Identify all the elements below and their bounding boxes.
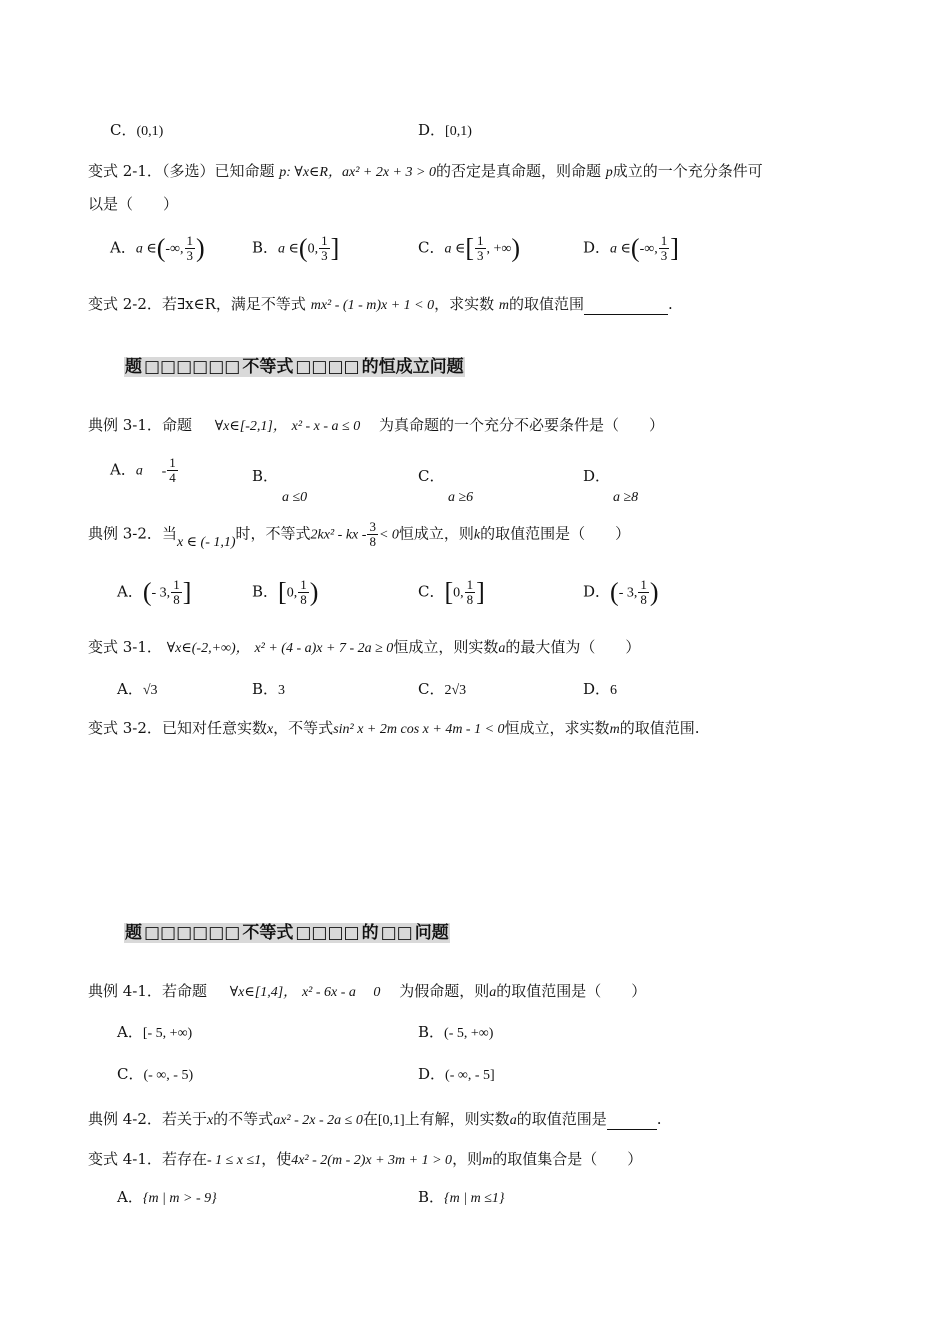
example-3-2-option-a: A．(- 3, $\frac{1}{8}$ ] (117, 577, 192, 607)
fraction: $\frac{1}{3}$ (186, 233, 194, 263)
variant-2-1-option-a: A．a ∈(-∞, $\frac{1}{3}$ ) (110, 233, 205, 263)
prev-option-c: C．(0,1) (110, 121, 164, 139)
variant-3-2-stem: 变式 3-2．已知对任意实数x，不等式sin² x + 2m cos x + 4m - 1 < 0恒成立，求实数m的取值范围. (88, 719, 700, 737)
example-4-1-option-b: B．(- 5, +∞) (418, 1023, 494, 1041)
example-4-2-stem: 典例 4-2．若关于x的不等式ax² - 2x - 2a ≤ 0在[0,1]上有解，则实数a的取值范围是 . (88, 1110, 662, 1128)
fraction: $\frac{1}{3}$ (660, 233, 668, 263)
fraction: $\frac{1}{8}$ (300, 577, 307, 607)
variant-2-1-option-c: C．a ∈[ $\frac{1}{3}$ , +∞) (418, 233, 521, 263)
section-heading-4: 题 □□□□□□ 不等式 □□□□ 的 □□ 问题 (125, 923, 449, 943)
answer-blank[interactable] (607, 1109, 657, 1130)
variant-3-1-option-d: D．6 (583, 680, 618, 698)
fraction: $\frac{1}{3}$ (477, 233, 484, 263)
variant-2-1-option-d: D．a ∈(-∞, $\frac{1}{3}$ ] (583, 233, 679, 263)
variant-3-1-option-b: B．3 (252, 680, 286, 698)
example-3-1-option-b: B． a ≤0 (252, 467, 308, 505)
fraction: $\frac{1}{3}$ (321, 233, 328, 263)
example-4-1-option-d: D．(- ∞, - 5] (418, 1065, 495, 1083)
example-3-1-option-c: C． a ≥6 (418, 467, 474, 505)
example-3-1-stem: 典例 3-1．命题 ∀x∈[-2,1]， x² - x - a ≤ 0 为真命题的一个充分不必要条件是（ ） (88, 416, 665, 434)
variant-4-1-option-b: B．{m | m ≤1} (418, 1188, 505, 1206)
example-3-2-option-b: B．[0, $\frac{1}{8}$ ) (252, 577, 319, 607)
example-3-1-option-a: A．a - $\frac{1}{4}$ (110, 455, 176, 485)
section-heading-3: 题 □□□□□□ 不等式 □□□□ 的恒成立问题 (125, 357, 464, 377)
fraction: $\frac{1}{8}$ (173, 577, 180, 607)
variant-2-1-stem-cont: 以是（ ） (88, 195, 179, 213)
answer-blank[interactable] (584, 294, 668, 315)
example-3-2-option-c: C．[0, $\frac{1}{8}$ ] (418, 577, 485, 607)
variant-4-1-option-a: A．{m | m > - 9} (117, 1188, 217, 1206)
prev-option-d: D．[0,1) (418, 121, 472, 139)
example-3-1-option-d: D． a ≥8 (583, 467, 639, 505)
fraction: $\frac{3}{8}$ (369, 519, 376, 549)
fraction: $\frac{1}{8}$ (466, 577, 474, 607)
example-4-1-option-c: C．(- ∞, - 5) (117, 1065, 194, 1083)
example-3-2-stem: 典例 3-2．当x ∈ (- 1,1)时，不等式2kx² - kx - $\frac{3}{8}$ < 0恒成立，则k的取值范围是（ ） (88, 519, 631, 550)
variant-3-1-option-c: C．2√3 (418, 680, 467, 698)
variant-2-1-stem: 变式 2-1．（多选）已知命题 p: ∀x∈R，ax² + 2x + 3 > 0的否定是真命题，则命题 p成立的一个充分条件可 (88, 162, 763, 180)
variant-2-1-option-b: B．a ∈(0, $\frac{1}{3}$ ] (252, 233, 340, 263)
variant-3-1-option-a: A．√3 (117, 680, 158, 698)
example-4-1-stem: 典例 4-1．若命题 ∀x∈[1,4]， x² - 6x - a 0 为假命题，则a的取值范围是（ ） (88, 982, 647, 1000)
fraction: $\frac{1}{4}$ (169, 455, 176, 485)
example-3-2-option-d: D．(- 3, $\frac{1}{8}$ ) (583, 577, 659, 607)
example-4-1-option-a: A．[- 5, +∞) (117, 1023, 193, 1041)
variant-4-1-stem: 变式 4-1．若存在- 1 ≤ x ≤1，使4x² - 2(m - 2)x + 3m + 1 > 0，则m的取值集合是（ ） (88, 1150, 643, 1168)
variant-2-2-stem: 变式 2-2．若∃x∈R，满足不等式 mx² - (1 - m)x + 1 < 0，求实数 m的取值范围 . (88, 295, 673, 313)
variant-3-1-stem: 变式 3-1． ∀x∈(-2,+∞)， x² + (4 - a)x + 7 - 2a ≥ 0恒成立，则实数a的最大值为（ ） (88, 638, 641, 656)
fraction: $\frac{1}{8}$ (640, 577, 647, 607)
